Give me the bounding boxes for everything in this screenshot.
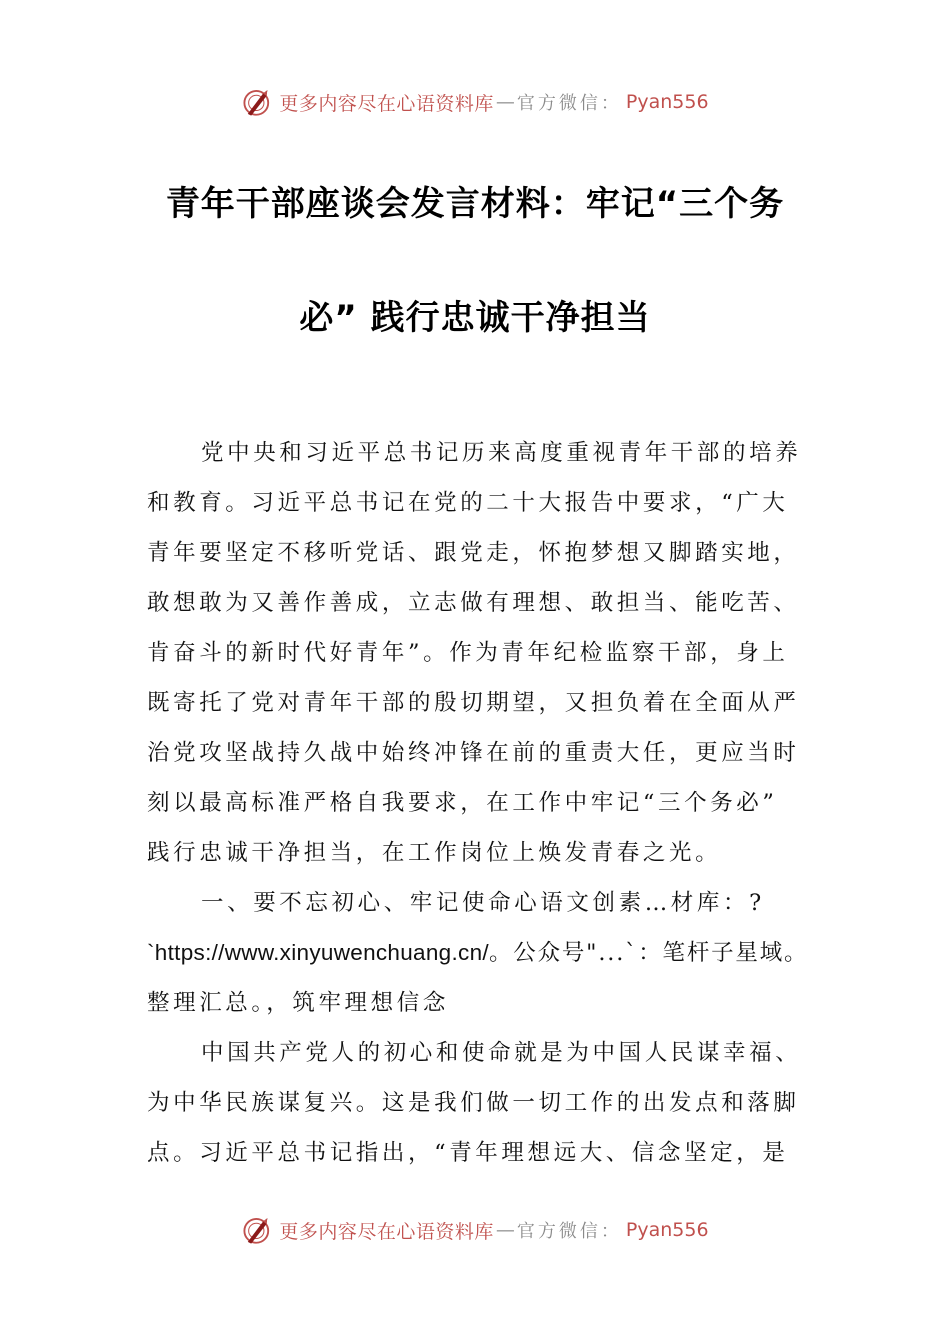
pen-nib-icon bbox=[241, 85, 275, 119]
paragraph-line: 党中央和习近平总书记历来高度重视青年干部的培养 bbox=[201, 440, 802, 466]
paragraph-line: 既寄托了党对青年干部的殷切期望，又担负着在全面从严 bbox=[147, 690, 800, 716]
website-url[interactable]: `https://www.xinyuwenchuang.cn/ bbox=[147, 940, 489, 965]
banner-separator: — bbox=[495, 1219, 515, 1241]
paragraph-line: 践行忠诚干净担当，在工作岗位上焕发青春之光。 bbox=[147, 840, 722, 866]
paragraph-line: 点。习近平总书记指出，“青年理想远大、信念坚定，是 bbox=[147, 1140, 789, 1166]
paragraph-line: 肯奋斗的新时代好青年”。作为青年纪检监察干部，身上 bbox=[147, 640, 789, 666]
banner-wechat-id: Pyan556 bbox=[625, 91, 709, 113]
banner-separator: — bbox=[495, 91, 515, 113]
url-line bbox=[147, 928, 807, 978]
banner-official-label: 官方微信： bbox=[516, 93, 622, 114]
section-heading-line: 一、要不忘初心、牢记使命心语文创素…材库：? bbox=[201, 890, 765, 916]
paragraph-line: 敢想敢为又善作善成，立志做有理想、敢担当、能吃苦、 bbox=[147, 590, 800, 616]
footer-banner bbox=[0, 1208, 950, 1252]
paragraph-line: 整理汇总。，筑牢理想信念 bbox=[147, 990, 449, 1016]
paragraph-line: 刻以最高标准严格自我要求，在工作中牢记“三个务必” bbox=[147, 790, 778, 816]
page-title-line1: 青年干部座谈会发言材料：牢记“三个务 bbox=[165, 184, 785, 224]
paragraph-line: 为中华民族谋复兴。这是我们做一切工作的出发点和落脚 bbox=[147, 1090, 800, 1116]
page-title-line2: 必” 践行忠诚干净担当 bbox=[299, 298, 651, 338]
header-banner bbox=[0, 80, 950, 124]
paragraph-line: 和教育。习近平总书记在党的二十大报告中要求，“广大 bbox=[147, 490, 789, 516]
paragraph-line: 中国共产党人的初心和使命就是为中国人民谋幸福、 bbox=[201, 1040, 802, 1066]
banner-wechat-id: Pyan556 bbox=[625, 1219, 709, 1241]
banner-official-label: 官方微信： bbox=[516, 1221, 622, 1242]
paragraph-line: 青年要坚定不移听党话、跟党走，怀抱梦想又脚踏实地， bbox=[147, 540, 800, 566]
banner-slogan: 更多内容尽在心语资料库 bbox=[279, 1220, 494, 1243]
pen-nib-icon bbox=[241, 1213, 275, 1247]
document-body bbox=[147, 428, 807, 1178]
paragraph-line: 治党攻坚战持久战中始终冲锋在前的重责大任，更应当时 bbox=[147, 740, 800, 766]
url-line-text: 。公众号"...`：笔杆子星域。 bbox=[488, 940, 809, 966]
banner-slogan: 更多内容尽在心语资料库 bbox=[279, 92, 494, 115]
